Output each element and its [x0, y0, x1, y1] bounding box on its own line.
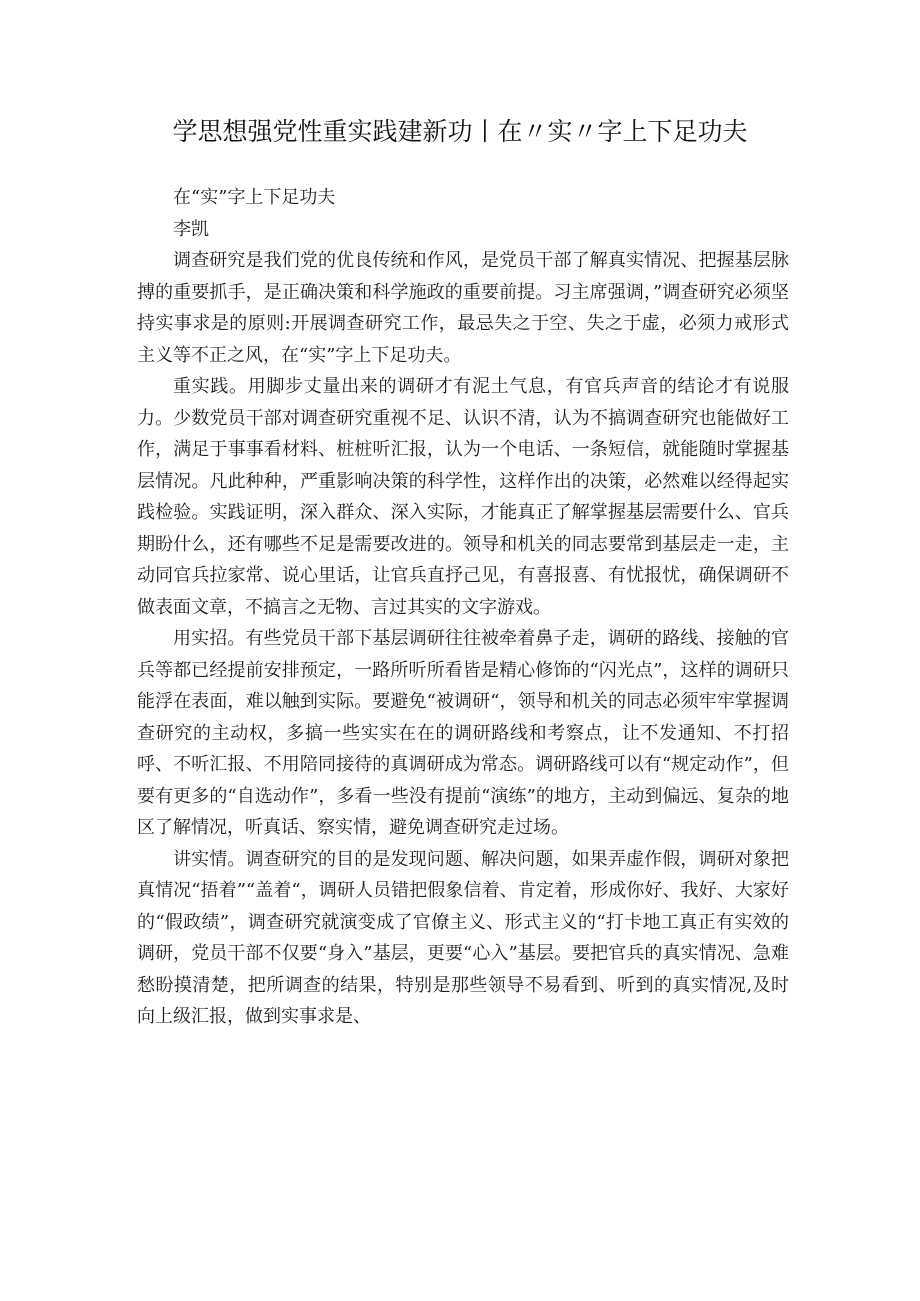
paragraph-intro: 调查研究是我们党的优良传统和作风，是党员干部了解真实情况、把握基层脉搏的重要抓手，是正确决策和科学施政的重要前提。习主席强调，”调查研究必须坚持实事求是的原则:开展调查研究工作，最忌失之于空、失之于虚，必须力戒形式主义等不正之风，在“实”字上下足功夫。 — [137, 250, 789, 366]
document-title: 学思想强党性重实践建新功丨在〃实〃字上下足功夫 — [172, 117, 748, 146]
paragraph-facts: 讲实情。调查研究的目的是发现问题、解决问题，如果弄虚作假，调研对象把真情况“捂着”“盖着“，调研人员错把假象信着、肯定着，形成你好、我好、大家好的“假政绩”，调查研究就演变成了官僚主义、形式主义的“打卡地工真正有实效的调研，党员干部不仅要“身入”基层，更要“心入”基层。要把官兵的真实情况、急难愁盼摸清楚，把所调查的结果，特别是那些领导不易看到、听到的真实情况,及时向上级汇报，做到实事求是、 — [137, 848, 789, 1027]
paragraph-measures: 用实招。有些党员干部下基层调研往往被牵着鼻子走，调研的路线、接触的官兵等都已经提前安排预定，一路所听所看皆是精心修饰的“闪光点”，这样的调研只能浮在表面，难以触到实际。要避免“被调研“，领导和机关的同志必须牢牢掌握调查研究的主动权，多搞一些实实在在的调研路线和考察点，让不发通知、不打招呼、不听汇报、不用陪同接待的真调研成为常态。调研路线可以有“规定动作”，但要有更多的“自选动作”，多看一些没有提前“演练”的地方，主动到偏远、复杂的地区了解情况，听真话、察实情，避免调查研究走过场。 — [137, 628, 789, 838]
document-author: 李凯 — [173, 218, 209, 240]
document-body — [137, 182, 789, 1033]
document-subtitle: 在“实”字上下足功夫 — [173, 187, 336, 208]
paragraph-practice: 重实践。用脚步丈量出来的调研才有泥土气息，有官兵声音的结论才有说服力。少数党员干部对调查研究重视不足、认识不清，认为不搞调查研究也能做好工作，满足于事事看材料、桩桩听汇报，认为一个电话、一条短信，就能随时掌握基层情况。凡此种种，严重影响决策的科学性，这样作出的决策，必然难以经得起实践检验。实践证明，深入群众、深入实际，才能真正了解掌握基层需要什么、官兵期盼什么，还有哪些不足是需要改进的。领导和机关的同志要常到基层走一走，主动同官兵拉家常、说心里话，让官兵直抒己见，有喜报喜、有忧报忧，确保调研不做表面文章，不搞言之无物、言过其实的文字游戏。 — [137, 376, 789, 618]
